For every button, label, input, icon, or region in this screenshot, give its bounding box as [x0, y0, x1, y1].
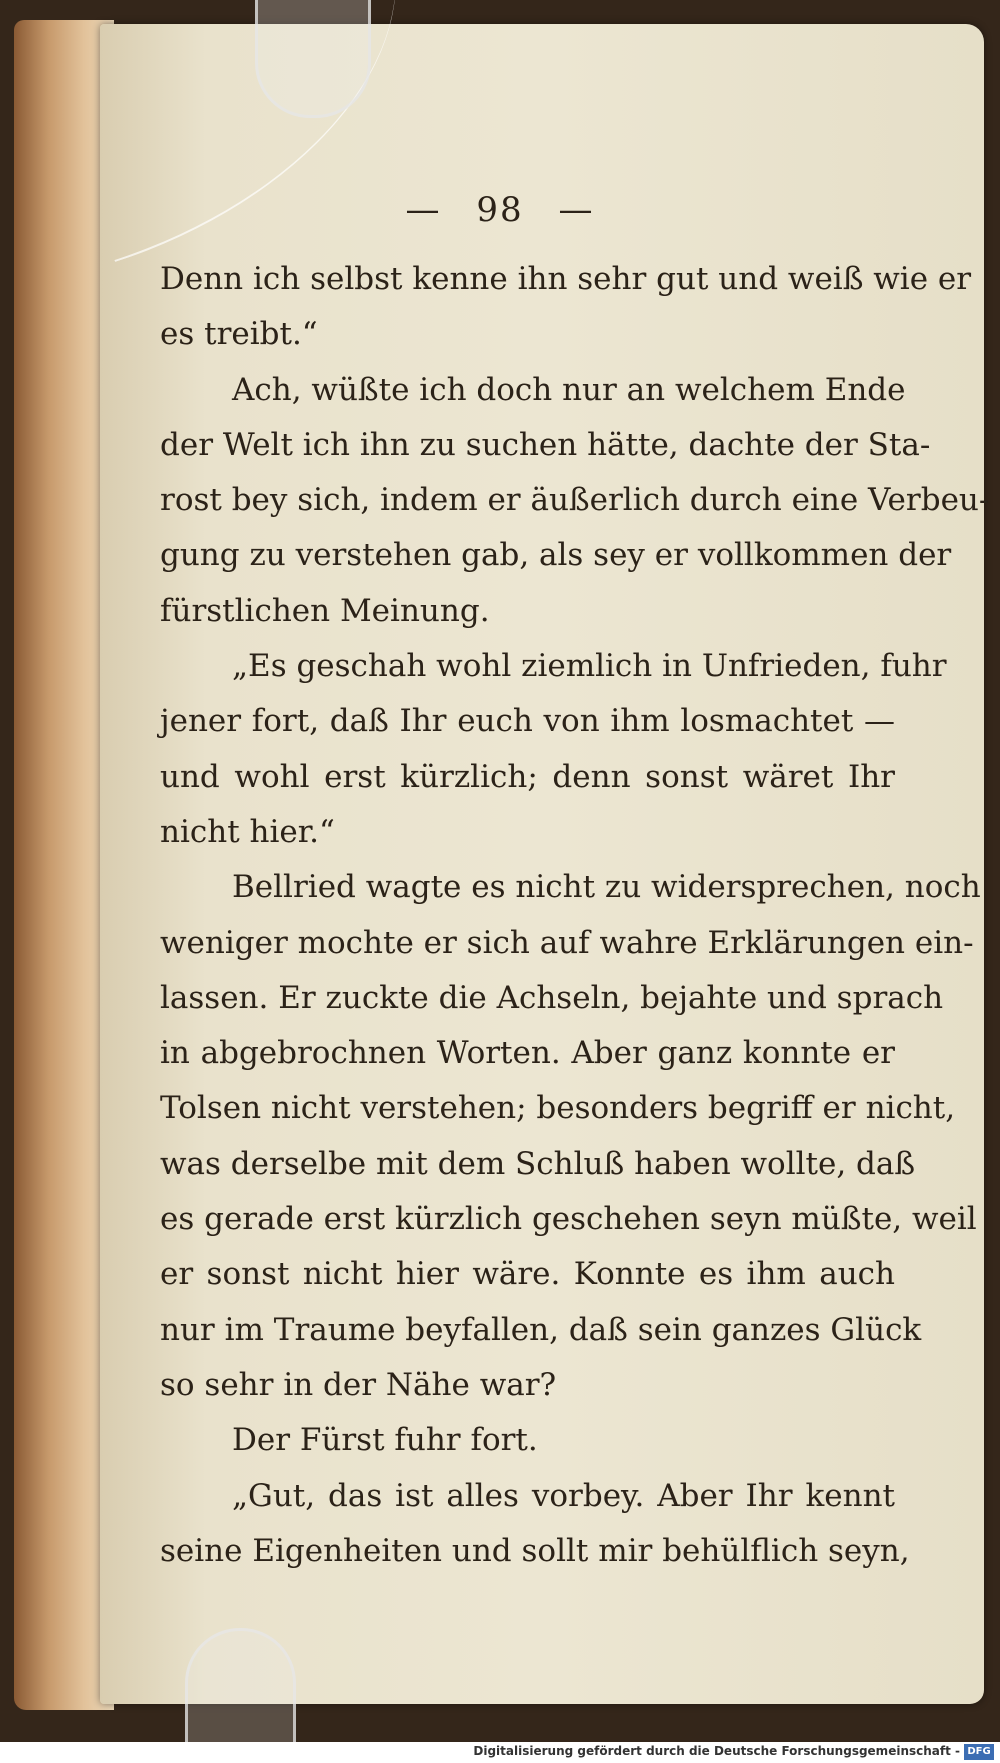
text-line: nicht hier.“: [160, 813, 335, 850]
text-line: lassen. Er zuckte die Achseln, bejahte und sprach: [160, 979, 944, 1016]
text-line: in abgebrochnen Worten. Aber ganz konnte er: [160, 1035, 895, 1072]
text-line: so sehr in der Nähe war?: [160, 1366, 557, 1403]
book-page-edges: [14, 20, 114, 1710]
text-line: Ach, wüßte ich doch nur an welchem Ende: [232, 371, 906, 408]
text-line: was derselbe mit dem Schluß haben wollte, daß: [160, 1145, 916, 1182]
page-number-dash-left: —: [405, 190, 442, 230]
text-line: Denn ich selbst kenne ihn sehr gut und weiß wie er: [160, 261, 972, 297]
text-line: der Welt ich ihn zu suchen hätte, dachte der Sta-: [160, 426, 931, 463]
page-number-value: 98: [476, 190, 524, 230]
page-number-dash-right: —: [558, 190, 595, 230]
bottom-clip-holder: [185, 1628, 296, 1751]
text-line: rost bey sich, indem er äußerlich durch eine Verbeu-: [160, 482, 990, 519]
page-text-body: [160, 252, 990, 1579]
text-line: er sonst nicht hier wäre. Konnte es ihm auch: [160, 1256, 895, 1293]
funding-credit: Digitalisierung gefördert durch die Deutsche Forschungsgemeinschaft -: [473, 1744, 960, 1758]
text-line: weniger mochte er sich auf wahre Erklärungen ein-: [160, 924, 974, 961]
top-clip-holder: [255, 0, 371, 118]
text-line: fürstlichen Meinung.: [160, 592, 490, 629]
text-line: es gerade erst kürzlich geschehen seyn müßte, weil: [160, 1201, 977, 1238]
text-line: nur im Traume beyfallen, daß sein ganzes Glück: [160, 1311, 922, 1348]
text-line: Bellried wagte es nicht zu widersprechen, noch: [232, 869, 981, 906]
text-line: und wohl erst kürzlich; denn sonst wäret Ihr: [160, 758, 895, 795]
text-line: jener fort, daß Ihr euch von ihm losmachtet —: [160, 703, 895, 740]
page-number: [0, 190, 1000, 230]
dfg-logo: DFG: [964, 1744, 994, 1760]
text-line: seine Eigenheiten und sollt mir behülflich seyn,: [160, 1532, 910, 1569]
text-line: Der Fürst fuhr fort.: [232, 1422, 538, 1459]
text-line: „Es geschah wohl ziemlich in Unfrieden, fuhr: [232, 648, 947, 685]
text-line: gung zu verstehen gab, als sey er vollkommen der: [160, 537, 952, 574]
text-line: Tolsen nicht verstehen; besonders begriff er nicht,: [160, 1090, 956, 1127]
digitization-footer: [0, 1742, 1000, 1763]
text-line: es treibt.“: [160, 316, 318, 353]
text-line: „Gut, das ist alles vorbey. Aber Ihr kennt: [232, 1477, 895, 1514]
